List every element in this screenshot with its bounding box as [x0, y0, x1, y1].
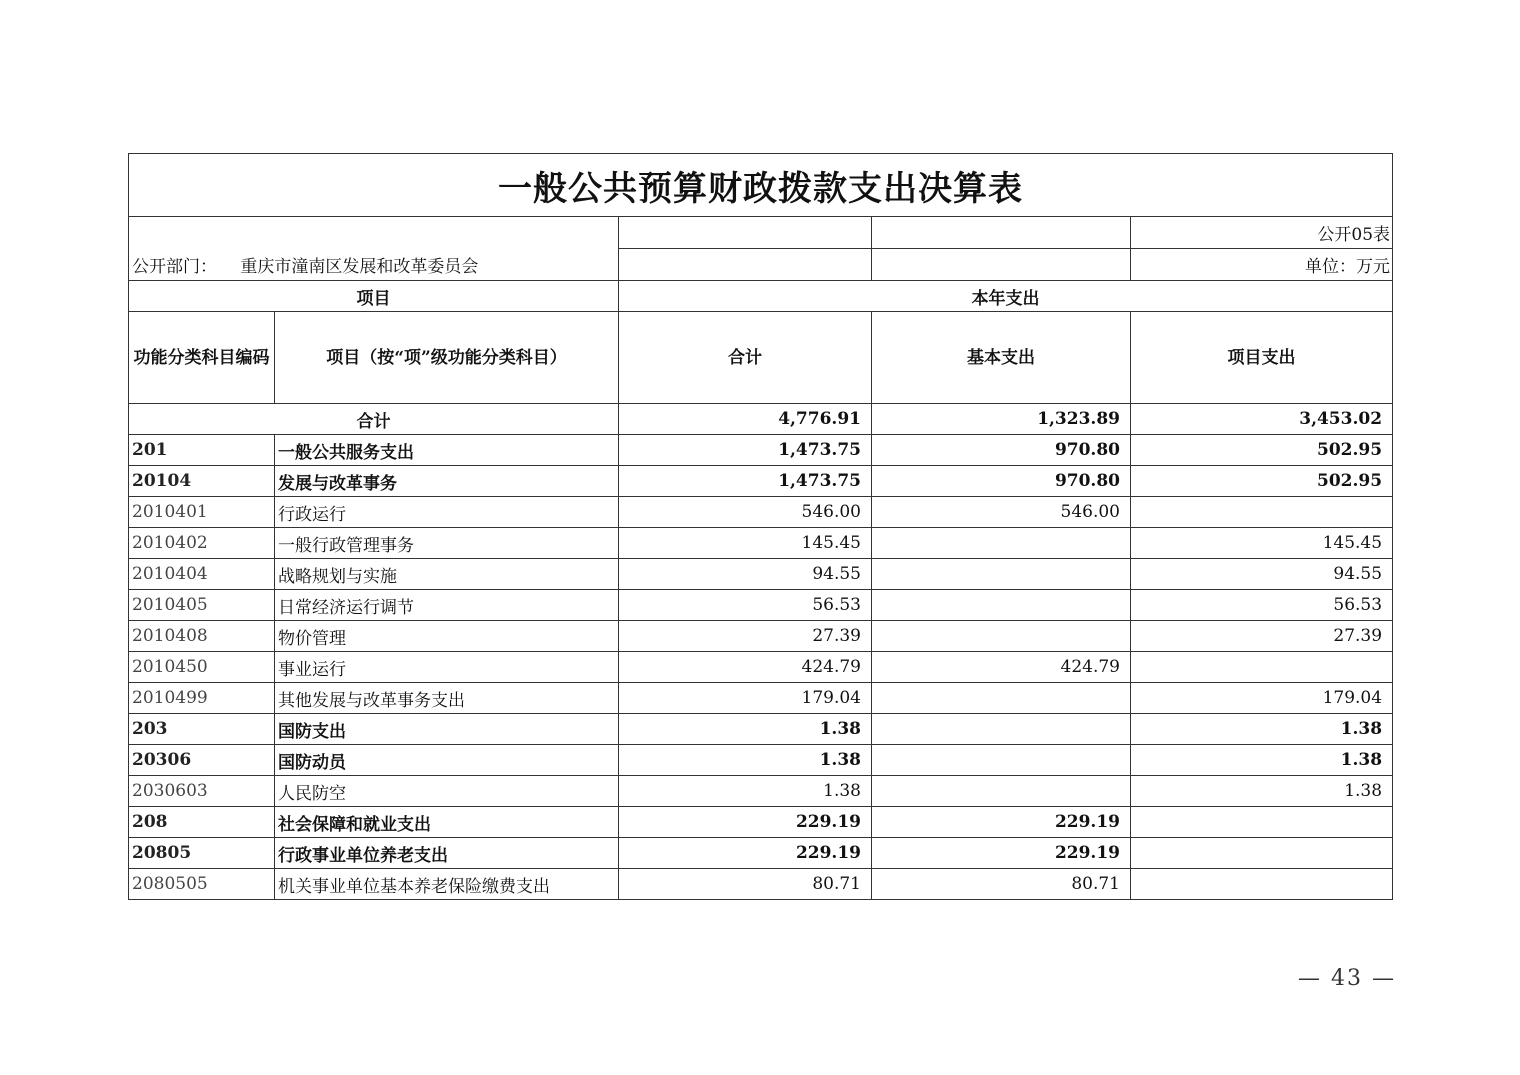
row-code: 2010405 [129, 590, 275, 621]
row-name: 物价管理 [275, 621, 619, 652]
row-total: 179.04 [619, 683, 872, 714]
info-blank [129, 217, 619, 249]
row-project: 94.55 [1131, 559, 1393, 590]
row-name: 行政事业单位养老支出 [275, 838, 619, 869]
row-total: 1.38 [619, 714, 872, 745]
page-number: — 43 — [1298, 966, 1396, 991]
row-total: 229.19 [619, 807, 872, 838]
row-code: 2010402 [129, 528, 275, 559]
department-name: 重庆市潼南区发展和改革委员会 [240, 256, 479, 277]
row-project: 56.53 [1131, 590, 1393, 621]
row-code: 2010408 [129, 621, 275, 652]
department-label: 公开部门： [132, 256, 217, 277]
header-basic: 基本支出 [872, 312, 1131, 404]
row-project: 1.38 [1131, 745, 1393, 776]
table-row [129, 745, 1393, 776]
row-basic [872, 528, 1131, 559]
table-row [129, 776, 1393, 807]
row-basic [872, 621, 1131, 652]
row-total: 94.55 [619, 559, 872, 590]
table-row [129, 466, 1393, 497]
row-total: 80.71 [619, 869, 872, 900]
header-project: 项目支出 [1131, 312, 1393, 404]
row-total: 56.53 [619, 590, 872, 621]
table-row [129, 621, 1393, 652]
total-row-total: 4,776.91 [619, 404, 872, 435]
row-name: 事业运行 [275, 652, 619, 683]
table-row [129, 838, 1393, 869]
row-code: 20306 [129, 745, 275, 776]
unit-label: 单位：万元 [1131, 249, 1393, 281]
row-project [1131, 652, 1393, 683]
row-project: 502.95 [1131, 466, 1393, 497]
row-project: 145.45 [1131, 528, 1393, 559]
info-cell [619, 249, 872, 281]
row-name: 人民防空 [275, 776, 619, 807]
row-project: 27.39 [1131, 621, 1393, 652]
header-item-name: 项目（按“项”级功能分类科目） [275, 312, 619, 404]
department-line [129, 249, 619, 281]
total-row-basic: 1,323.89 [872, 404, 1131, 435]
table-row [129, 807, 1393, 838]
row-code: 2010401 [129, 497, 275, 528]
table-row [129, 714, 1393, 745]
table-row [129, 683, 1393, 714]
row-total: 229.19 [619, 838, 872, 869]
row-total: 1,473.75 [619, 466, 872, 497]
table-row [129, 652, 1393, 683]
row-total: 145.45 [619, 528, 872, 559]
row-basic: 970.80 [872, 466, 1131, 497]
row-basic: 970.80 [872, 435, 1131, 466]
row-code: 20805 [129, 838, 275, 869]
table-row [129, 528, 1393, 559]
row-basic: 546.00 [872, 497, 1131, 528]
row-name: 发展与改革事务 [275, 466, 619, 497]
row-basic [872, 714, 1131, 745]
total-row-project: 3,453.02 [1131, 404, 1393, 435]
row-code: 2010450 [129, 652, 275, 683]
row-code: 203 [129, 714, 275, 745]
header-total: 合计 [619, 312, 872, 404]
row-total: 1,473.75 [619, 435, 872, 466]
row-code: 2010499 [129, 683, 275, 714]
row-code: 20104 [129, 466, 275, 497]
table-row [129, 497, 1393, 528]
row-total: 27.39 [619, 621, 872, 652]
row-name: 行政运行 [275, 497, 619, 528]
table-row [129, 559, 1393, 590]
row-code: 201 [129, 435, 275, 466]
row-code: 2080505 [129, 869, 275, 900]
row-project: 502.95 [1131, 435, 1393, 466]
total-row-label: 合计 [129, 404, 619, 435]
row-total: 546.00 [619, 497, 872, 528]
row-basic: 229.19 [872, 807, 1131, 838]
row-name: 机关事业单位基本养老保险缴费支出 [275, 869, 619, 900]
header-current-year: 本年支出 [619, 281, 1393, 312]
row-name: 其他发展与改革事务支出 [275, 683, 619, 714]
table-row [129, 435, 1393, 466]
row-name: 日常经济运行调节 [275, 590, 619, 621]
row-project [1131, 838, 1393, 869]
row-code: 2030603 [129, 776, 275, 807]
row-name: 战略规划与实施 [275, 559, 619, 590]
table-number: 公开05表 [1131, 217, 1393, 249]
row-project: 1.38 [1131, 776, 1393, 807]
row-name: 社会保障和就业支出 [275, 807, 619, 838]
row-basic [872, 745, 1131, 776]
table-row [129, 869, 1393, 900]
table-row [129, 590, 1393, 621]
row-name: 国防支出 [275, 714, 619, 745]
info-cell [619, 217, 872, 249]
header-item: 项目 [129, 281, 619, 312]
row-project [1131, 807, 1393, 838]
row-basic [872, 590, 1131, 621]
row-total: 1.38 [619, 776, 872, 807]
row-basic: 80.71 [872, 869, 1131, 900]
row-code: 208 [129, 807, 275, 838]
row-name: 一般行政管理事务 [275, 528, 619, 559]
row-basic: 229.19 [872, 838, 1131, 869]
row-project [1131, 869, 1393, 900]
row-total: 424.79 [619, 652, 872, 683]
row-code: 2010404 [129, 559, 275, 590]
row-project: 1.38 [1131, 714, 1393, 745]
row-project: 179.04 [1131, 683, 1393, 714]
row-basic [872, 776, 1131, 807]
page-title: 一般公共预算财政拨款支出决算表 [129, 154, 1393, 217]
row-basic [872, 559, 1131, 590]
row-name: 国防动员 [275, 745, 619, 776]
budget-table [128, 153, 1393, 900]
row-basic: 424.79 [872, 652, 1131, 683]
row-name: 一般公共服务支出 [275, 435, 619, 466]
row-basic [872, 683, 1131, 714]
row-total: 1.38 [619, 745, 872, 776]
header-code: 功能分类科目编码 [129, 312, 275, 404]
info-cell [872, 249, 1131, 281]
row-project [1131, 497, 1393, 528]
info-cell [872, 217, 1131, 249]
